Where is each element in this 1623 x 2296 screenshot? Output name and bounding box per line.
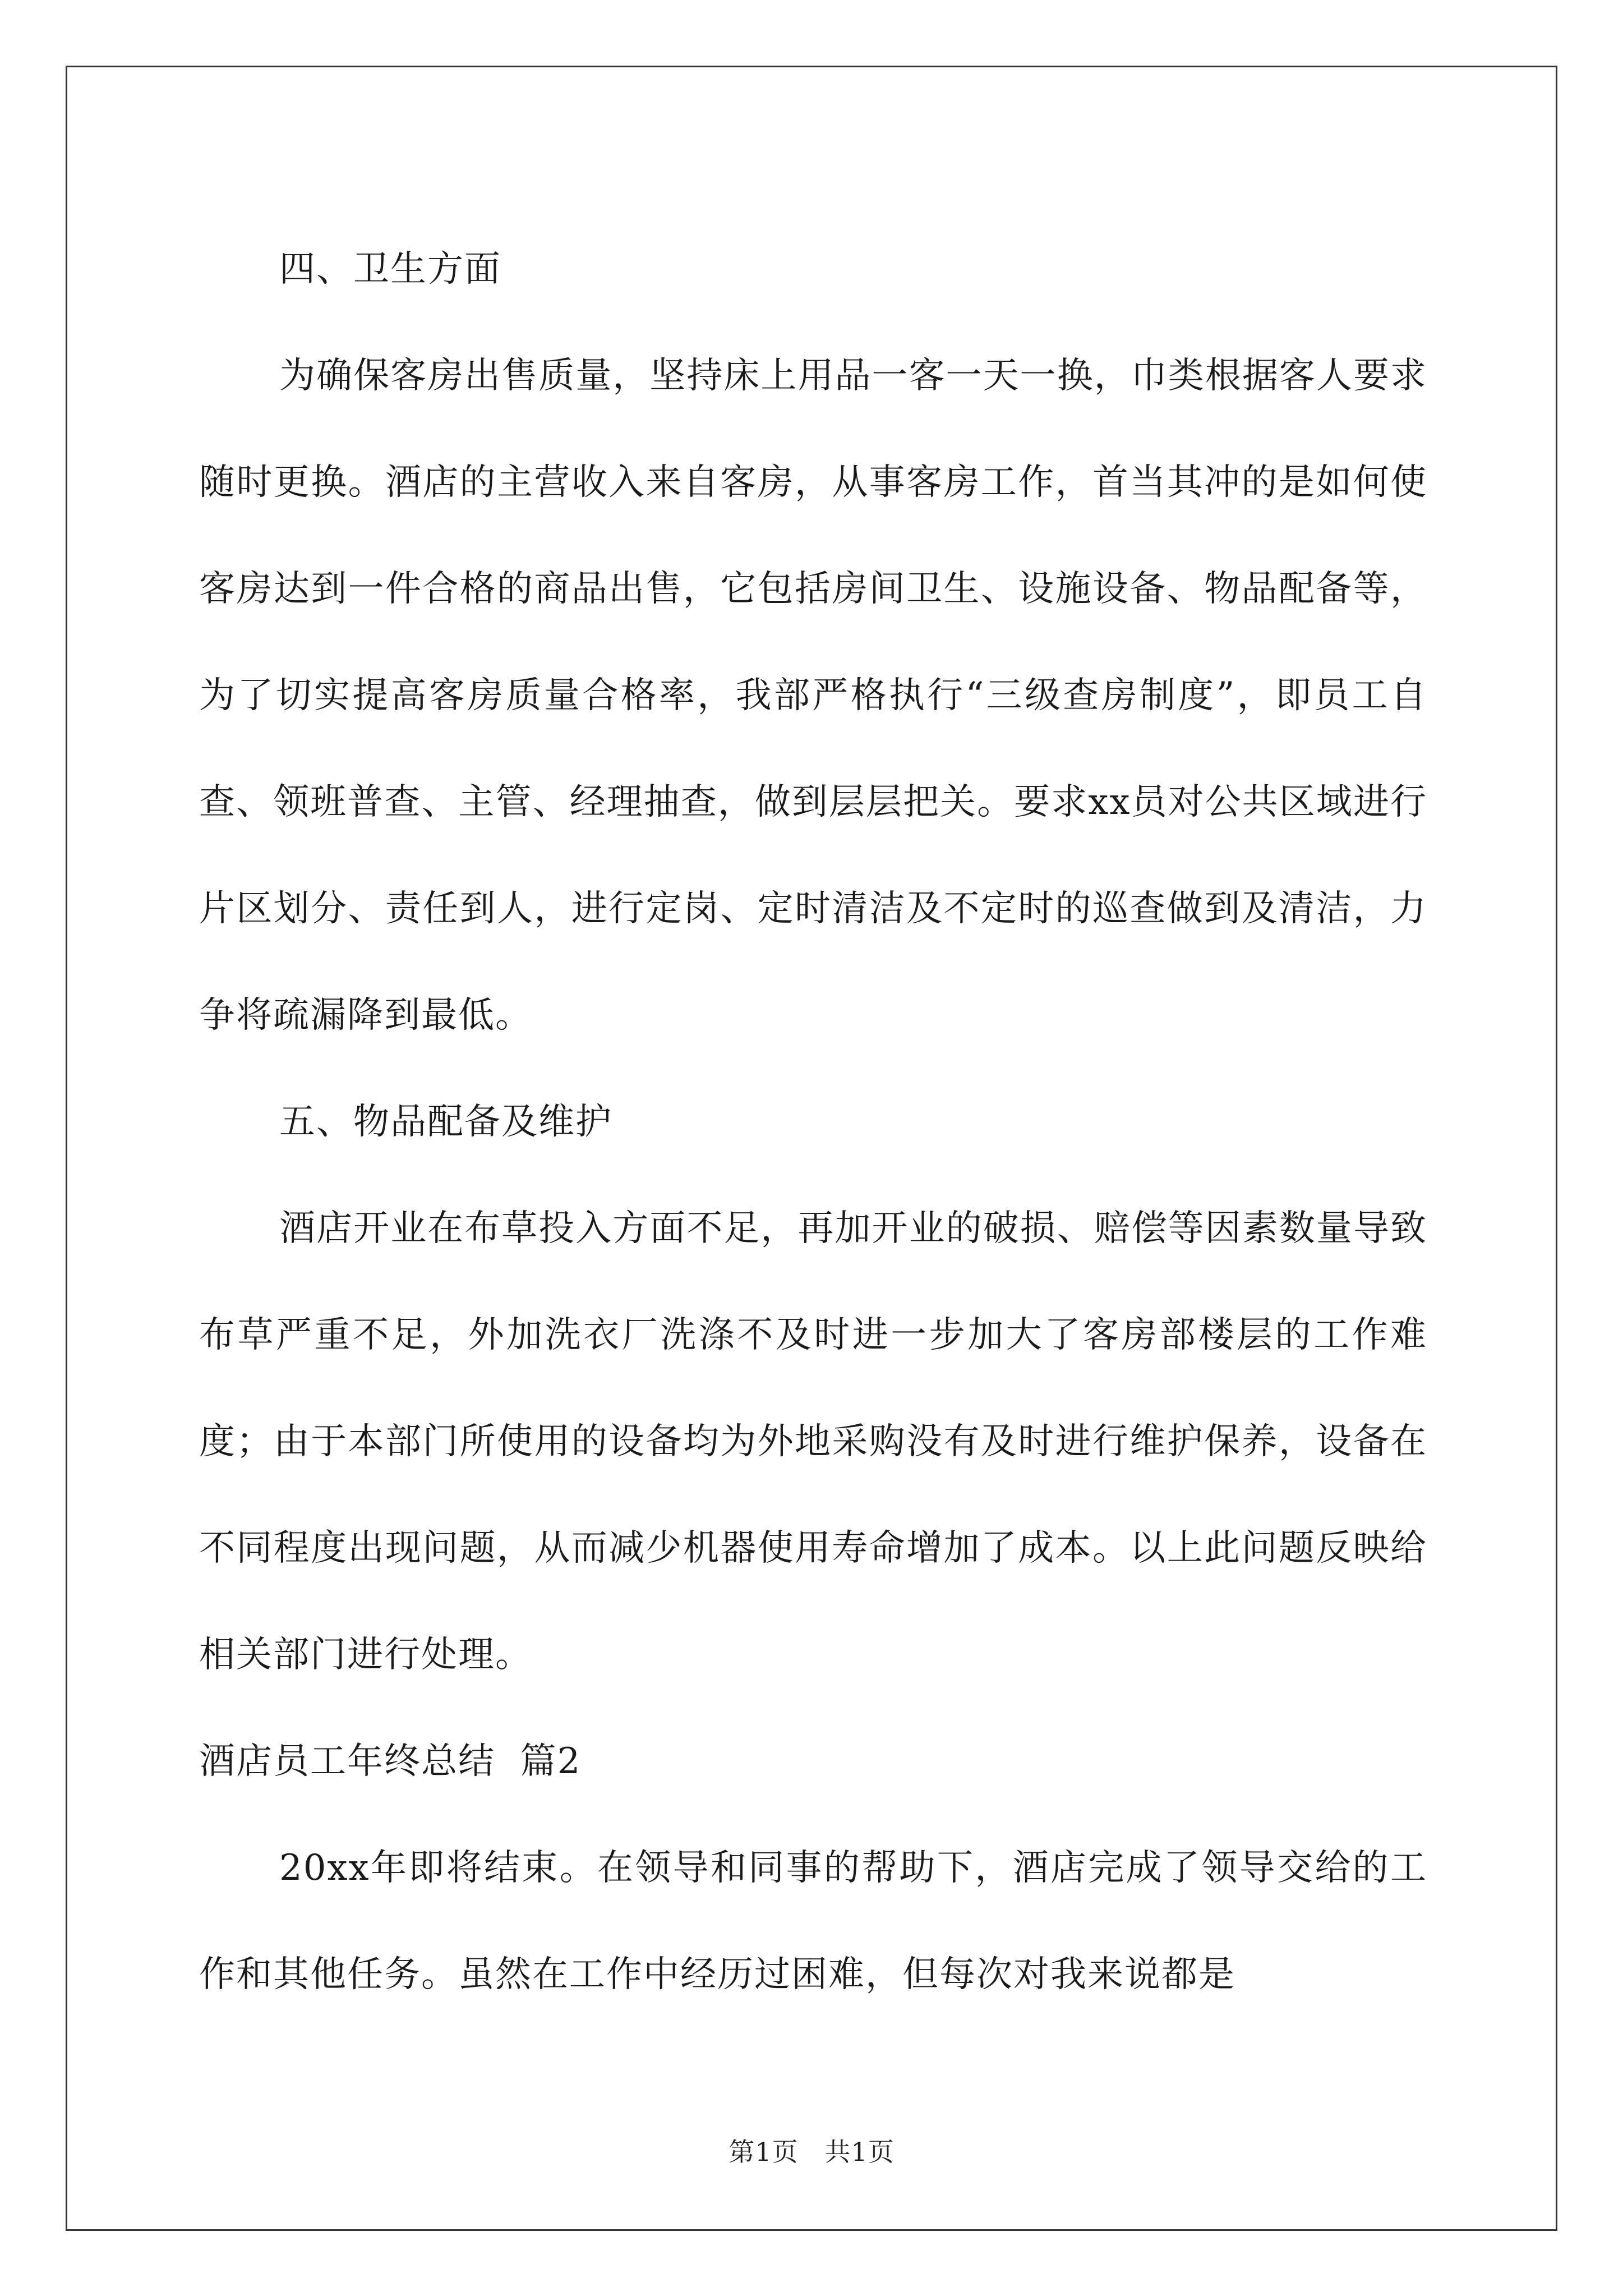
section-heading-supplies: 五、物品配备及维护 <box>279 1101 612 1143</box>
page-footer: 第1页 共1页 <box>728 2137 895 2167</box>
section-heading-hygiene: 四、卫生方面 <box>279 249 501 290</box>
paragraph-supplies: 酒店开业在布草投入方面不足，再加开业的破损、赔偿等因素数量导致布草严重不足，外加洗衣厂洗涤不及时进一步加大了客房部楼层的工作难度；由于本部门所使用的设备均为外地采购没有及时进行维护保养，设备在不同程度出现问题，从而减少机器使用寿命增加了成本。以上此问题反映给相关部门进行处理。 <box>199 1208 1427 1676</box>
document-body <box>199 216 1427 2028</box>
paragraph-intro: 20xx年即将结束。在领导和同事的帮助下，酒店完成了领导交给的工作和其他任务。虽然在工作中经历过困难，但每次对我来说都是 <box>199 1847 1427 1995</box>
article-title: 酒店员工年终总结 篇2 <box>199 1741 582 1782</box>
paragraph-hygiene: 为确保客房出售质量，坚持床上用品一客一天一换，巾类根据客人要求随时更换。酒店的主营收入来自客房，从事客房工作，首当其冲的是如何使客房达到一件合格的商品出售，它包括房间卫生、设施设备、物品配备等，为了切实提高客房质量合格率，我部严格执行“三级查房制度”，即员工自查、领班普查、主管、经理抽查，做到层层把关。要求xx员对公共区域进行片区划分、责任到人，进行定岗、定时清洁及不定时的巡查做到及清洁，力争将疏漏降到最低。 <box>199 355 1427 1036</box>
